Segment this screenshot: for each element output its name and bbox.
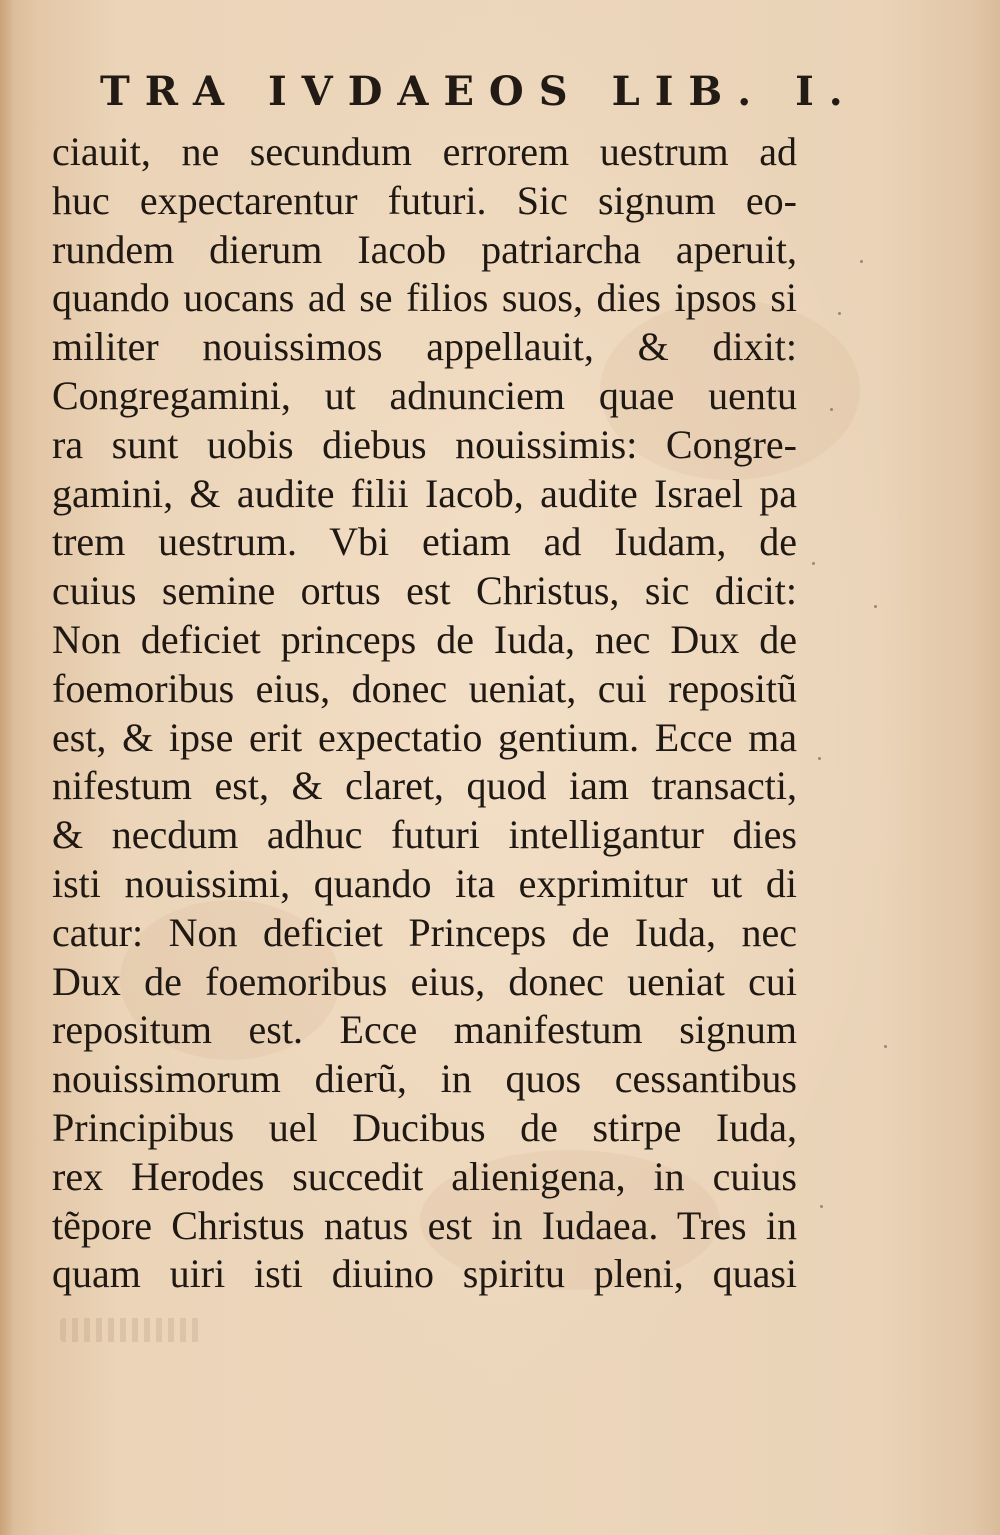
text-line: quando uocans ad se filios suos, dies ipsos si: [52, 275, 797, 321]
text-line: rundem dierum Iacob patriarcha aperuit,: [52, 226, 797, 272]
text-line: militer nouissimos appellauit, & dixit:: [52, 324, 797, 370]
text-line: quam uiri isti diuino spiritu pleni, quasi: [52, 1251, 797, 1297]
text-line: catur: Non deficiet Princeps de Iuda, nec: [52, 909, 797, 955]
text-line: foemoribus eius, donec ueniat, cui repositũ: [52, 665, 797, 711]
text-line: Dux de foemoribus eius, donec ueniat cui: [52, 958, 797, 1004]
text-line: tẽpore Christus natus est in Iudaea. Tres in: [52, 1202, 797, 1248]
bleed-through-catchword: [60, 1318, 200, 1342]
text-line: ra sunt uobis diebus nouissimis: Congre-: [52, 421, 797, 467]
text-line: Principibus uel Ducibus de stirpe Iuda,: [52, 1104, 797, 1150]
text-line: Congregamini, ut adnunciem quae uentu: [52, 372, 797, 418]
text-line: cuius semine ortus est Christus, sic dicit:: [52, 568, 797, 614]
page-binding-edge: [0, 0, 14, 1535]
text-line: isti nouissimi, quando ita exprimitur ut di: [52, 860, 797, 906]
paper-speck: [860, 260, 863, 263]
paper-speck: [874, 605, 877, 608]
paper-speck: [830, 408, 833, 411]
text-line: repositum est. Ecce manifestum signum: [52, 1007, 797, 1053]
paper-speck: [838, 312, 841, 315]
text-line: rex Herodes succedit alienigena, in cuius: [52, 1153, 797, 1199]
paper-speck: [818, 757, 821, 760]
body-text: [52, 128, 797, 1299]
text-line: ciauit, ne secundum errorem uestrum ad: [52, 129, 797, 174]
text-line: nouissimorum dierũ, in quos cessantibus: [52, 1056, 797, 1102]
text-line: est, & ipse erit expectatio gentium. Ecce ma: [52, 714, 797, 760]
running-header: TRA IVDAEOS LIB. I.: [100, 68, 858, 115]
paper-speck: [884, 1045, 887, 1048]
text-line: trem uestrum. Vbi etiam ad Iudam, de: [52, 519, 797, 565]
text-line: huc expectarentur futuri. Sic signum eo-: [52, 177, 797, 223]
text-line: nifestum est, & claret, quod iam transacti,: [52, 763, 797, 809]
text-line: & necdum adhuc futuri intelligantur dies: [52, 812, 797, 858]
text-line: gamini, & audite filii Iacob, audite Israel pa: [52, 470, 797, 516]
paper-speck: [820, 1205, 823, 1208]
text-line: Non deficiet princeps de Iuda, nec Dux de: [52, 616, 797, 662]
paper-speck: [812, 562, 815, 565]
